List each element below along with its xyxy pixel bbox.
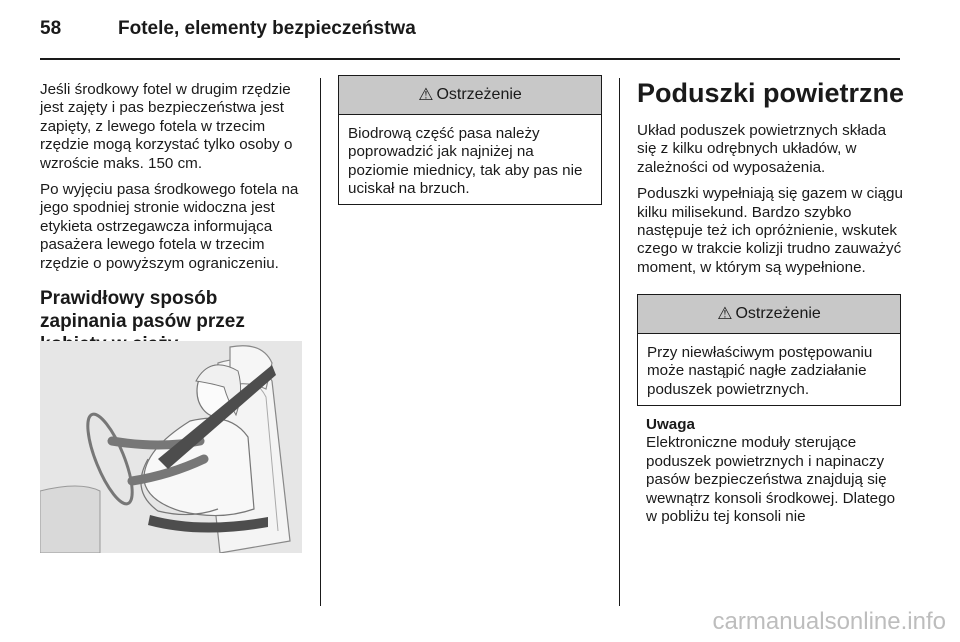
warning-triangle-icon: ⚠	[717, 304, 733, 323]
paragraph-airbag-inflation: Poduszki wypełniają się gazem w ciągu kilku milisekund. Bardzo szybko następuje też ich opróżnienie, wskutek czego w trakcie kolizji trudno zauważyć moment, w którym są wypełnione.	[637, 185, 903, 276]
pregnant-woman-seatbelt-illustration	[40, 341, 302, 553]
airbags-heading: Poduszki powietrzne	[637, 78, 905, 108]
illustration-svg	[40, 341, 302, 553]
page-number: 58	[40, 18, 62, 39]
warning-box-belt	[338, 75, 602, 205]
section-title: Fotele, elementy bezpieczeństwa	[118, 18, 416, 39]
warning-header	[638, 295, 900, 334]
paragraph-third-row-restriction: Jeśli środkowy fotel w drugim rzędzie jest zajęty i pas bezpieczeństwa jest zapięty, z lewego fotela w trzecim rzędzie mogą korzystać tylko osoby o wzroście maks. 150 cm.	[40, 81, 293, 172]
page-header	[40, 18, 920, 48]
warning-triangle-icon: ⚠	[418, 85, 434, 104]
left-column	[40, 81, 308, 356]
header-divider	[40, 58, 900, 60]
column-divider-left	[320, 78, 321, 606]
warning-title: Ostrzeżenie	[735, 305, 821, 322]
warning-box-airbag	[637, 294, 901, 406]
warning-title: Ostrzeżenie	[436, 86, 522, 103]
note-text: Elektroniczne moduły sterujące poduszek powietrznych i napinaczy pasów bezpieczeństwa znajdują się wewnątrz konsoli środkowej. Dlatego w pobliżu tej konsoli nie	[646, 434, 896, 526]
paragraph-airbag-system: Układ poduszek powietrznych składa się z kilku odrębnych układów, w zależności od wyposażenia.	[637, 122, 887, 176]
note-block	[646, 416, 906, 526]
warning-text: Biodrową część pasa należy poprowadzić jak najniżej na poziomie miednicy, tak aby pas nie uciskał na brzuch.	[348, 125, 583, 198]
note-title: Uwaga	[646, 416, 695, 433]
right-column	[637, 78, 905, 285]
watermark: carmanualsonline.info	[712, 608, 946, 635]
column-divider-right	[619, 78, 620, 606]
warning-header	[339, 76, 601, 115]
pregnancy-heading: Prawidłowy sposób zapinania pasów przez	[40, 288, 245, 333]
warning-text: Przy niewłaściwym postępowaniu może nastąpić nagłe zadziałanie poduszek powietrznych.	[647, 344, 873, 398]
paragraph-warning-label: Po wyjęciu pasa środkowego fotela na jego spodniej stronie widoczna jest etykieta ostrzegawcza informująca pasażera lewego fotela w trzecim rzędzie o powyższym ograniczeniu.	[40, 181, 299, 272]
